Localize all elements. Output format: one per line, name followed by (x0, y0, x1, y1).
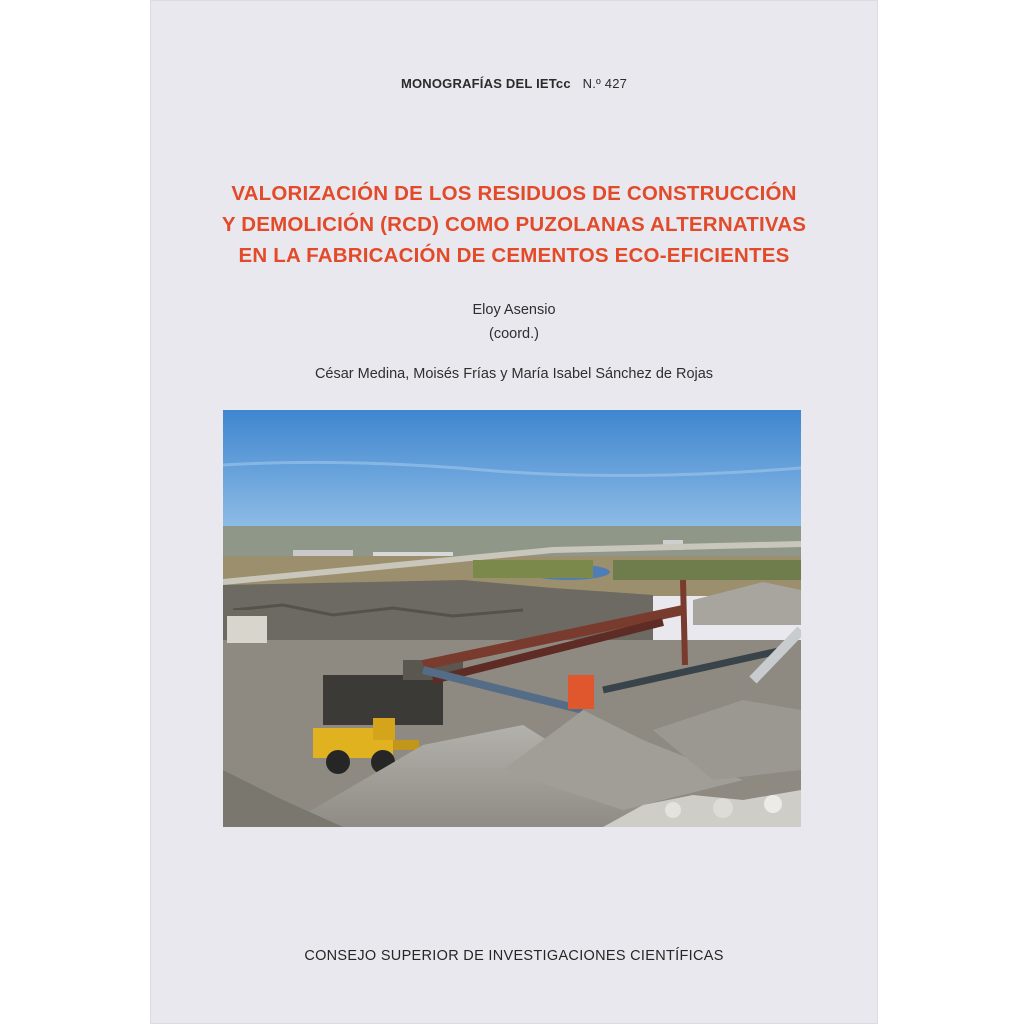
quarry-photo-illustration (223, 410, 801, 827)
publisher-name: CONSEJO SUPERIOR DE INVESTIGACIONES CIENTÍFICAS (304, 948, 724, 964)
title-line-2: Y DEMOLICIÓN (RCD) COMO PUZOLANAS ALTERNATIVAS (221, 213, 807, 236)
coordinator-block (150, 298, 878, 346)
cover-photo (223, 410, 801, 827)
coordinator-name: Eloy Asensio (472, 302, 556, 318)
series-number: N.º 427 (582, 76, 628, 91)
series-line (150, 76, 878, 91)
coordinator-role: (coord.) (489, 326, 539, 342)
book-cover (150, 0, 878, 1024)
title-line-3: EN LA FABRICACIÓN DE CEMENTOS ECO-EFICIENTES (238, 244, 790, 267)
series-name: MONOGRAFÍAS DEL IETcc (400, 76, 571, 91)
title-line-1: VALORIZACIÓN DE LOS RESIDUOS DE CONSTRUCCIÓN (231, 182, 797, 205)
authors-line: César Medina, Moisés Frías y María Isabel Sánchez de Rojas (314, 366, 714, 382)
book-title (150, 178, 878, 271)
